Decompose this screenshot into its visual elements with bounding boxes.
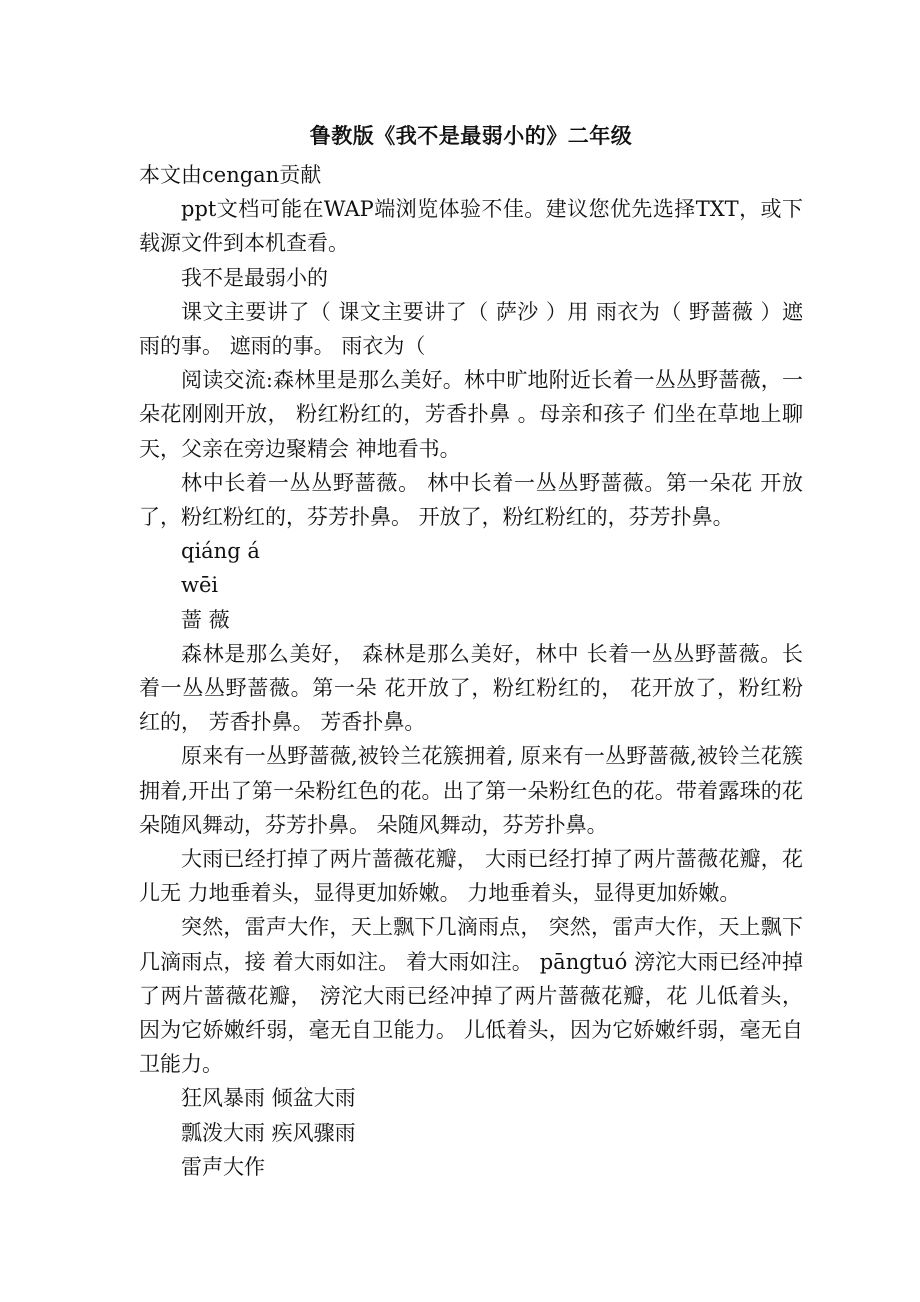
paragraph: 林中长着一丛丛野蔷薇。 林中长着一丛丛野蔷薇。第一朵花 开放了，粉红粉红的，芬芳扑鼻。 开放了，粉红粉红的，芬芳扑鼻。 [139, 470, 803, 530]
paragraph: 狂风暴雨 倾盆大雨 [181, 1086, 356, 1111]
paragraph: 蔷 薇 [181, 607, 230, 632]
paragraph: 本文由cengan贡献 [139, 163, 322, 187]
paragraph: wēi [181, 573, 219, 598]
paragraph: 突然，雷声大作，天上飘下几滴雨点， 突然，雷声大作，天上飘下几滴雨点，接 着大雨如注。 着大雨如注。 pāngtuó 滂沱大雨已经冲掉了两片蔷薇花瓣， 滂沱大雨已经冲掉了两片蔷薇花瓣，花 儿低着头，因为它娇嫩纤弱，毫无自卫能力。 儿低着头，因为它娇嫩纤弱，毫无自卫能力。 [139, 915, 803, 1077]
document-body [139, 158, 803, 1184]
paragraph: 大雨已经打掉了两片蔷薇花瓣， 大雨已经打掉了两片蔷薇花瓣，花儿无 力地垂着头，显得更加娇嫩。 力地垂着头，显得更加娇嫩。 [139, 847, 803, 906]
paragraph: 森林是那么美好， 森林是那么美好，林中 长着一丛丛野蔷薇。长着一丛丛野蔷薇。第一朵 花开放了，粉红粉红的， 花开放了，粉红粉红的， 芳香扑鼻。 芳香扑鼻。 [139, 641, 803, 735]
paragraph: 雷声大作 [181, 1154, 265, 1179]
paragraph: 课文主要讲了（ 课文主要讲了（ 萨沙 ）用 雨衣为（ 野蔷薇 ）遮雨的事。 遮雨的事。 雨衣为（ [139, 299, 803, 359]
paragraph: 阅读交流:森林里是那么美好。林中旷地附近长着一丛丛野蔷薇，一朵花刚刚开放， 粉红粉红的，芳香扑鼻 。母亲和孩子 们坐在草地上聊天，父亲在旁边聚精会 神地看书。 [139, 368, 803, 461]
paragraph: 我不是最弱小的 [181, 265, 328, 290]
paragraph: 原来有一丛野蔷薇,被铃兰花簇拥着, 原来有一丛野蔷薇,被铃兰花簇拥着,开出了第一朵粉红色的花。出了第一朵粉红色的花。带着露珠的花 朵随风舞动，芬芳扑鼻。 朵随风舞动，芬芳扑鼻。 [139, 744, 803, 837]
paragraph: ppt文档可能在WAP端浏览体验不佳。建议您优先选择TXT，或下载源文件到本机查看。 [139, 197, 803, 256]
paragraph: 瓢泼大雨 疾风骤雨 [181, 1120, 356, 1145]
document-page [139, 118, 803, 1184]
paragraph: qiáng á [181, 539, 260, 564]
document-title: 鲁教版《我不是最弱小的》二年级 [309, 123, 633, 148]
